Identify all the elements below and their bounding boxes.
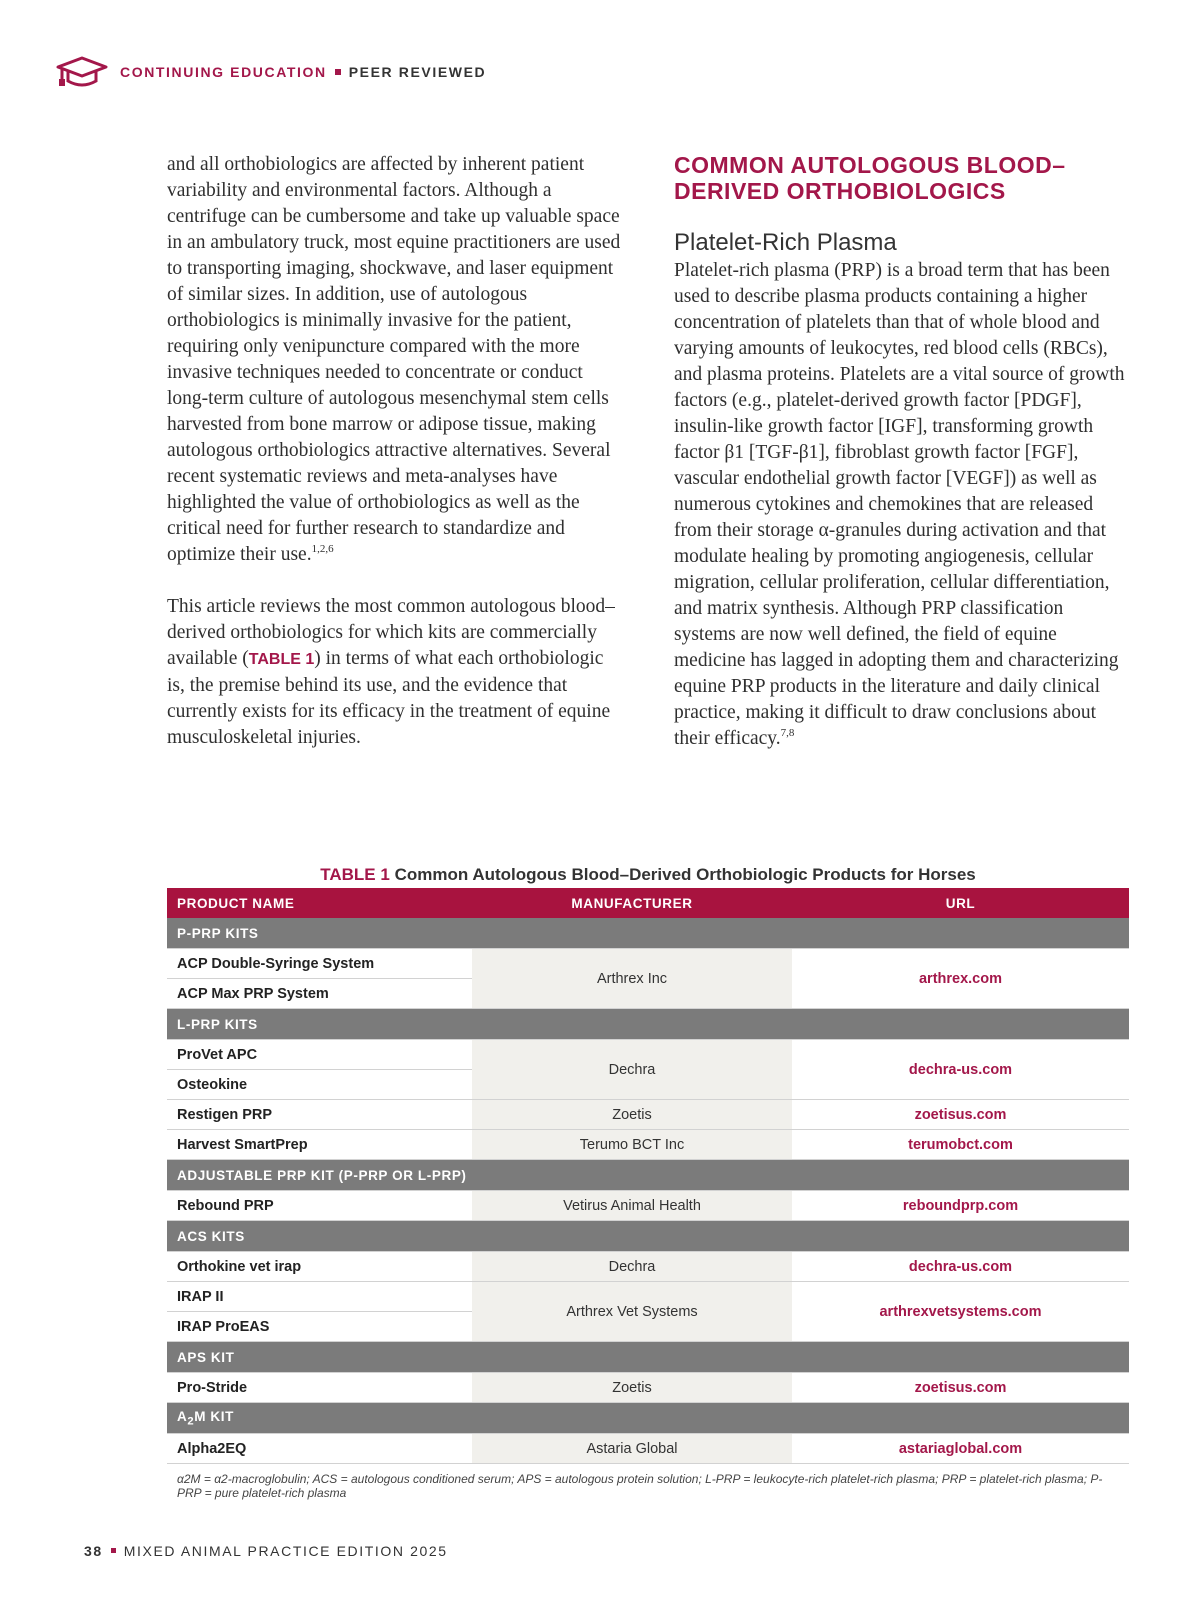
table-row	[167, 949, 1129, 979]
table-label: TABLE 1	[320, 865, 390, 884]
product-name: Alpha2EQ	[167, 1434, 472, 1464]
product-name: ACP Double-Syringe System	[167, 949, 472, 979]
url-link[interactable]: arthrexvetsystems.com	[792, 1282, 1129, 1342]
product-name: Osteokine	[167, 1070, 472, 1100]
url-link[interactable]: dechra-us.com	[792, 1252, 1129, 1282]
table-1	[167, 862, 1129, 1500]
table-caption	[167, 862, 1129, 888]
product-name: ProVet APC	[167, 1040, 472, 1070]
url-link[interactable]: zoetisus.com	[792, 1100, 1129, 1130]
group-row-a2m	[167, 1403, 1129, 1434]
group-row-adjustable	[167, 1160, 1129, 1191]
right-column	[674, 152, 1129, 752]
product-name: IRAP ProEAS	[167, 1312, 472, 1342]
left-paragraph-1	[167, 152, 622, 568]
left-column	[167, 152, 622, 751]
kicker-primary: CONTINUING EDUCATION	[120, 64, 327, 80]
manufacturer: Zoetis	[472, 1373, 792, 1403]
manufacturer: Zoetis	[472, 1100, 792, 1130]
left-paragraph-1-text: and all orthobiologics are affected by inherent patient variability and environmental factors. Although a centrifuge can be cumbersome and take up valuable space in an ambulatory truck, most equine practitioners are used to transporting imaging, shockwave, and laser equipment of similar sizes. In addition, use of autologous orthobiologics is minimally invasive for the patient, requiring only venipuncture compared with the more invasive techniques needed to concentrate or conduct long-term culture of autologous mesenchymal stem cells harvested from bone marrow or adipose tissue, making autologous orthobiologics attractive alternatives. Several recent systematic reviews and meta-analyses have highlighted the value of orthobiologics as well as the critical need for further research to standardize and optimize their use.	[167, 154, 621, 565]
group-row-aps	[167, 1342, 1129, 1373]
left-paragraph-2-text-b: ) in terms of what each orthobiologic is, the premise behind its use, and the evidence that currently exists for its efficacy in the treatment of equine musculoskeletal injuries.	[167, 648, 611, 748]
table-row	[167, 1191, 1129, 1221]
table-row	[167, 1252, 1129, 1282]
left-paragraph-2	[167, 594, 622, 751]
page-header	[56, 54, 486, 90]
group-label: L-PRP KITS	[167, 1009, 1129, 1040]
manufacturer: Terumo BCT Inc	[472, 1130, 792, 1160]
group-row-lprp	[167, 1009, 1129, 1040]
section-title: COMMON AUTOLOGOUS BLOOD–DERIVED ORTHOBIOLOGICS	[674, 152, 1066, 204]
header-url: URL	[792, 888, 1129, 918]
table-row	[167, 1373, 1129, 1403]
url-link[interactable]: dechra-us.com	[792, 1040, 1129, 1100]
product-name: IRAP II	[167, 1282, 472, 1312]
product-name: Harvest SmartPrep	[167, 1130, 472, 1160]
url-link[interactable]: terumobct.com	[792, 1130, 1129, 1160]
product-name: Orthokine vet irap	[167, 1252, 472, 1282]
url-link[interactable]: reboundprp.com	[792, 1191, 1129, 1221]
citation-refs: 1,2,6	[311, 543, 334, 555]
manufacturer: Arthrex Vet Systems	[472, 1282, 792, 1342]
table-row	[167, 1434, 1129, 1464]
table-row	[167, 1100, 1129, 1130]
kicker-secondary: PEER REVIEWED	[348, 64, 487, 80]
header-product-name: PRODUCT NAME	[167, 888, 472, 918]
url-link[interactable]: astariaglobal.com	[792, 1434, 1129, 1464]
publication-name: MIXED ANIMAL PRACTICE EDITION 2025	[123, 1543, 448, 1559]
graduation-cap-icon	[56, 54, 108, 90]
product-name: Pro-Stride	[167, 1373, 472, 1403]
table-row	[167, 1040, 1129, 1070]
manufacturer: Vetirus Animal Health	[472, 1191, 792, 1221]
prp-paragraph-text: Platelet-rich plasma (PRP) is a broad term that has been used to describe plasma products containing a higher concentration of platelets than that of whole blood and varying amounts of leukocytes, red blood cells (RBCs), and plasma proteins. Platelets are a vital source of growth factors (e.g., platelet-derived growth factor [PDGF], insulin-like growth factor [IGF], transforming growth factor β1 [TGF-β1], fibroblast growth factor [FGF], vascular endothelial growth factor [VEGF]) as well as numerous cytokines and chemokines that are released from their storage α-granules during activation and that modulate healing by promoting angiogenesis, cellular migration, cellular proliferation, cellular differentiation, and matrix synthesis. Although PRP classification systems are now well defined, the field of equine medicine has lagged in adopting them and characterizing equine PRP products in the literature and daily clinical practice, making it difficult to draw conclusions about their efficacy.	[674, 260, 1125, 749]
table-footnote: α2M = α2-macroglobulin; ACS = autologous conditioned serum; APS = autologous protein solution; L-PRP = leukocyte-rich platelet-rich plasma; PRP = platelet-rich plasma; P-PRP = pure platelet-rich plasma	[177, 1472, 1103, 1500]
subsection-title: Platelet-Rich Plasma	[674, 229, 897, 256]
product-name: Restigen PRP	[167, 1100, 472, 1130]
group-row-acs	[167, 1221, 1129, 1252]
footer-separator	[111, 1548, 116, 1553]
prp-paragraph	[674, 258, 1129, 752]
citation-refs: 7,8	[780, 727, 795, 739]
group-label: ACS KITS	[167, 1221, 1129, 1252]
group-label-prefix: Α	[177, 1408, 188, 1424]
table-title: Common Autologous Blood–Derived Orthobiologic Products for Horses	[394, 865, 976, 884]
group-label-subscript: 2	[187, 1415, 195, 1428]
group-label: APS KIT	[167, 1342, 1129, 1373]
table-header-row	[167, 888, 1129, 918]
group-label: P-PRP KITS	[167, 918, 1129, 949]
manufacturer: Dechra	[472, 1040, 792, 1100]
group-row-pprp	[167, 918, 1129, 949]
page-footer	[84, 1543, 448, 1559]
product-name: ACP Max PRP System	[167, 979, 472, 1009]
table-reference-link[interactable]: TABLE 1	[248, 651, 315, 668]
url-link[interactable]: arthrex.com	[792, 949, 1129, 1009]
manufacturer: Astaria Global	[472, 1434, 792, 1464]
page-number: 38	[84, 1543, 103, 1559]
product-name: Rebound PRP	[167, 1191, 472, 1221]
url-link[interactable]: zoetisus.com	[792, 1373, 1129, 1403]
manufacturer: Arthrex Inc	[472, 949, 792, 1009]
left-paragraph-2-text-a: This article reviews the most common autologous blood–derived orthobiologics for which kits are commercially available (	[167, 596, 615, 669]
manufacturer: Dechra	[472, 1252, 792, 1282]
header-manufacturer: MANUFACTURER	[472, 888, 792, 918]
group-label-suffix: M KIT	[194, 1408, 234, 1424]
table-row	[167, 1282, 1129, 1312]
group-label: ADJUSTABLE PRP KIT (P-PRP OR L-PRP)	[167, 1160, 1129, 1191]
section-kicker	[120, 64, 486, 80]
table-row	[167, 1130, 1129, 1160]
products-table	[167, 888, 1129, 1464]
kicker-separator	[335, 69, 341, 75]
group-label	[167, 1403, 1129, 1434]
